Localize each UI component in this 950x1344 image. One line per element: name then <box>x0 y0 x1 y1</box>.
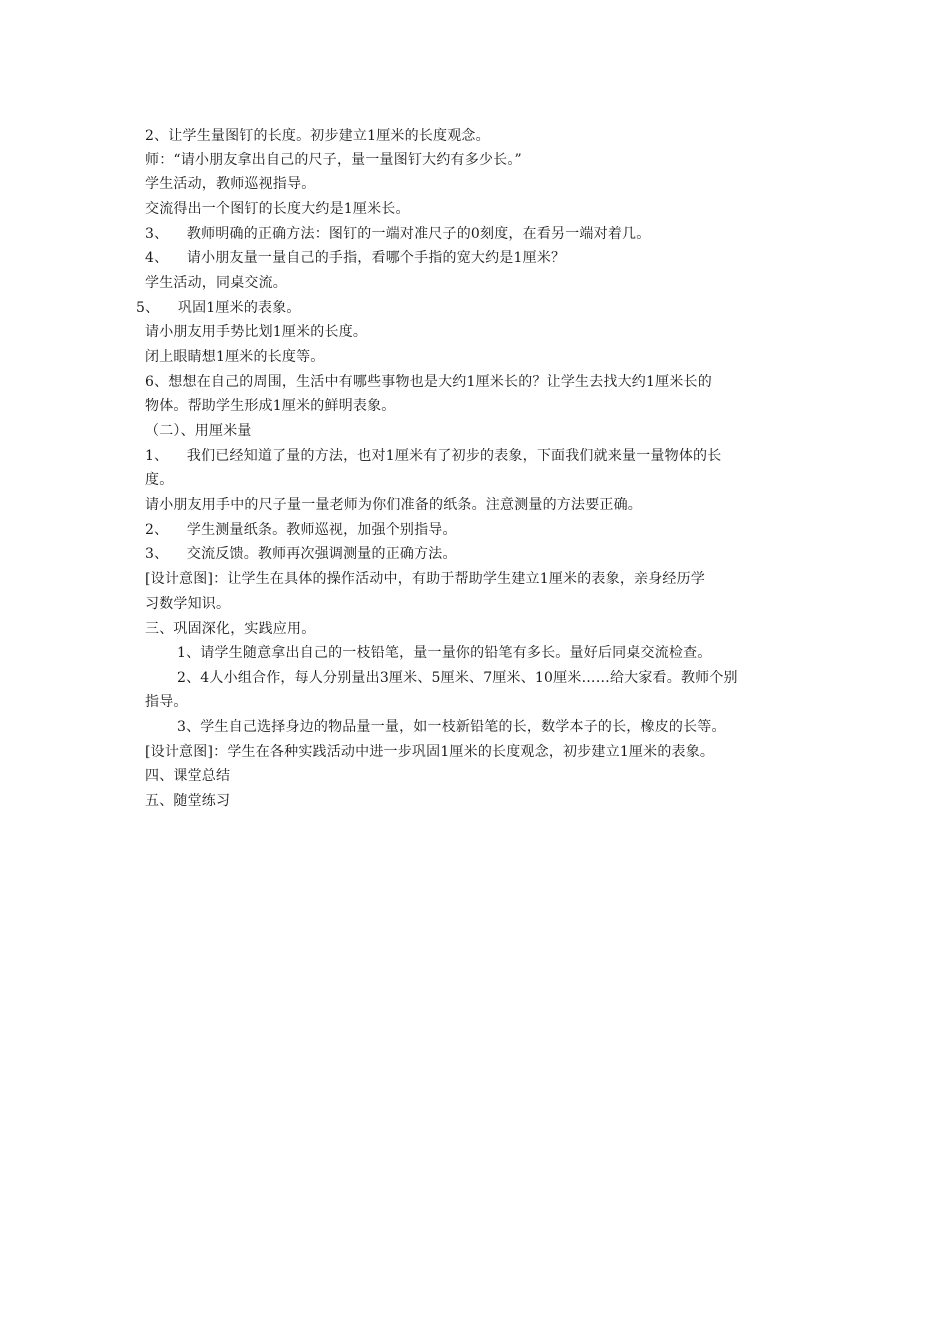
text-line: 学生活动，同桌交流。 <box>145 275 287 291</box>
section-heading: 三、巩固深化，实践应用。 <box>145 621 316 637</box>
text-line: 6、想想在自己的周围，生活中有哪些事物也是大约1厘米长的？让学生去找大约1厘米长的 <box>145 374 712 390</box>
text-line: 学生活动，教师巡视指导。 <box>145 176 316 192</box>
design-intent-line: [设计意图]：学生在各种实践活动中进一步巩固1厘米的长度观念，初步建立1厘米的表象。 <box>145 744 715 760</box>
text-line: 1、 我们已经知道了量的方法，也对1厘米有了初步的表象，下面我们就来量一量物体的长 <box>145 448 722 464</box>
text-line: 3、 教师明确的正确方法：图钉的一端对准尺子的0刻度，在看另一端对着几。 <box>145 226 651 242</box>
section-heading: （二）、用厘米量 <box>145 423 252 439</box>
text-line: 请小朋友用手中的尺子量一量老师为你们准备的纸条。注意测量的方法要正确。 <box>145 497 642 513</box>
text-line: 指导。 <box>145 694 188 710</box>
text-line: 2、4人小组合作，每人分别量出3厘米、5厘米、7厘米、10厘米……给大家看。教师个别 <box>177 670 738 686</box>
section-heading: 五、随堂练习 <box>145 793 231 809</box>
design-intent-line: 习数学知识。 <box>145 596 231 612</box>
section-heading: 四、课堂总结 <box>145 768 231 784</box>
text-line: 3、 交流反馈。教师再次强调测量的正确方法。 <box>145 546 457 562</box>
text-line: 2、 学生测量纸条。教师巡视，加强个别指导。 <box>145 522 457 538</box>
text-line: 3、学生自己选择身边的物品量一量，如一枝新铅笔的长，数学本子的长，橡皮的长等。 <box>177 719 726 735</box>
text-line: 闭上眼睛想1厘米的长度等。 <box>145 349 325 365</box>
text-line: 5、 巩固1厘米的表象。 <box>136 300 301 316</box>
text-line: 度。 <box>145 472 174 488</box>
text-line: 1、请学生随意拿出自己的一枝铅笔，量一量你的铅笔有多长。量好后同桌交流检查。 <box>177 645 712 661</box>
text-line: 交流得出一个图钉的长度大约是1厘米长。 <box>145 201 410 217</box>
design-intent-line: [设计意图]：让学生在具体的操作活动中，有助于帮助学生建立1厘米的表象，亲身经历学 <box>145 571 706 587</box>
text-line: 4、 请小朋友量一量自己的手指，看哪个手指的宽大约是1厘米？ <box>145 250 566 266</box>
text-line: 物体。帮助学生形成1厘米的鲜明表象。 <box>145 398 396 414</box>
text-line: 2、让学生量图钉的长度。初步建立1厘米的长度观念。 <box>145 128 490 144</box>
text-line: 请小朋友用手势比划1厘米的长度。 <box>145 324 368 340</box>
text-line: 师：“请小朋友拿出自己的尺子，量一量图钉大约有多少长。” <box>145 152 522 168</box>
